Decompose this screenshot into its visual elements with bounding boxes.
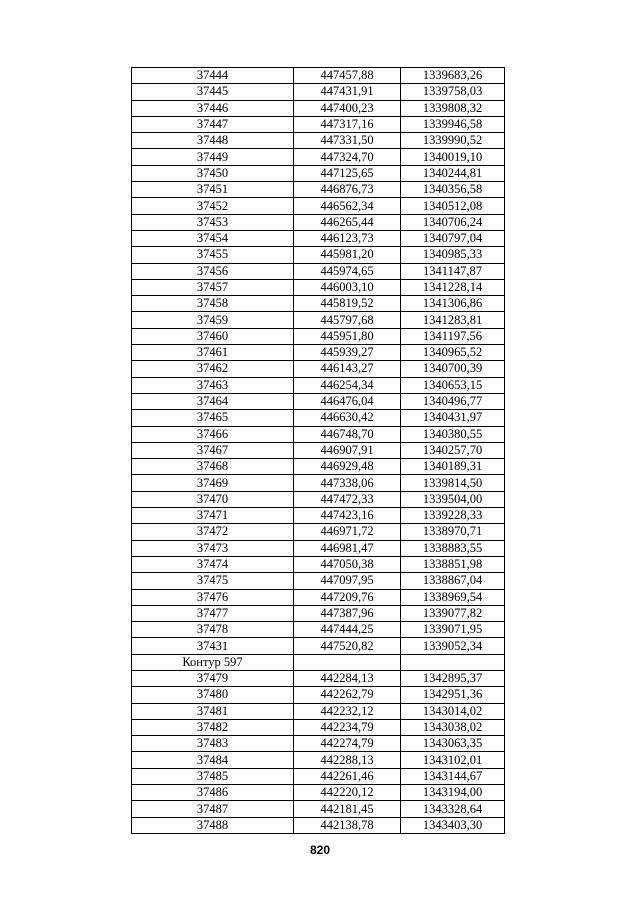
point-number-cell: 37464 [132, 393, 294, 409]
x-coordinate-cell: 447050,38 [294, 556, 401, 572]
y-coordinate-cell: 1339228,33 [401, 508, 505, 524]
point-number-cell: 37479 [132, 670, 294, 686]
table-row [132, 622, 505, 638]
table-row [132, 736, 505, 752]
y-coordinate-cell: 1340965,52 [401, 345, 505, 361]
point-number-cell: 37477 [132, 605, 294, 621]
table-row [132, 605, 505, 621]
table-row [132, 719, 505, 735]
x-coordinate-cell: 442138,78 [294, 817, 401, 833]
y-coordinate-cell: 1339990,52 [401, 133, 505, 149]
table-row [132, 100, 505, 116]
table-row [132, 68, 505, 84]
y-coordinate-cell: 1339683,26 [401, 68, 505, 84]
point-number-cell: 37470 [132, 491, 294, 507]
x-coordinate-cell: 447472,33 [294, 491, 401, 507]
point-number-cell: 37486 [132, 785, 294, 801]
y-coordinate-cell: 1340496,77 [401, 393, 505, 409]
table-row [132, 410, 505, 426]
table-row [132, 393, 505, 409]
x-coordinate-cell: 445819,52 [294, 296, 401, 312]
y-coordinate-cell: 1338883,55 [401, 540, 505, 556]
x-coordinate-cell: 442288,13 [294, 752, 401, 768]
point-number-cell: 37450 [132, 165, 294, 181]
table-row [132, 508, 505, 524]
point-number-cell: 37473 [132, 540, 294, 556]
y-coordinate-cell: 1341306,86 [401, 296, 505, 312]
x-coordinate-cell: 446929,48 [294, 459, 401, 475]
x-coordinate-cell: 442220,12 [294, 785, 401, 801]
y-coordinate-cell: 1339504,00 [401, 491, 505, 507]
table-row [132, 540, 505, 556]
table-row [132, 84, 505, 100]
y-coordinate-cell: 1339071,95 [401, 622, 505, 638]
x-coordinate-cell: 445939,27 [294, 345, 401, 361]
x-coordinate-cell: 446630,42 [294, 410, 401, 426]
table-row [132, 361, 505, 377]
point-number-cell: 37475 [132, 573, 294, 589]
x-coordinate-cell: 447331,50 [294, 133, 401, 149]
page-number: 820 [309, 843, 331, 857]
y-coordinate-cell: 1342895,37 [401, 670, 505, 686]
point-number-cell: 37484 [132, 752, 294, 768]
point-number-cell: 37444 [132, 68, 294, 84]
x-coordinate-cell: 447317,16 [294, 116, 401, 132]
y-coordinate-cell: 1340797,04 [401, 230, 505, 246]
point-number-cell: 37487 [132, 801, 294, 817]
x-coordinate-cell: 442262,79 [294, 687, 401, 703]
x-coordinate-cell: 442274,79 [294, 736, 401, 752]
y-coordinate-cell: 1340019,10 [401, 149, 505, 165]
table-row [132, 491, 505, 507]
x-coordinate-cell: 446981,47 [294, 540, 401, 556]
table-row [132, 426, 505, 442]
x-coordinate-cell: 442261,46 [294, 768, 401, 784]
point-number-cell: 37454 [132, 230, 294, 246]
y-coordinate-cell: 1343038,02 [401, 719, 505, 735]
table-row [132, 198, 505, 214]
y-coordinate-cell: 1341147,87 [401, 263, 505, 279]
table-row [132, 524, 505, 540]
x-coordinate-cell: 447097,95 [294, 573, 401, 589]
point-number-cell: 37488 [132, 817, 294, 833]
point-number-cell: 37447 [132, 116, 294, 132]
y-coordinate-cell: 1340706,24 [401, 214, 505, 230]
x-coordinate-cell: 442232,12 [294, 703, 401, 719]
x-coordinate-cell: 447444,25 [294, 622, 401, 638]
point-number-cell: 37451 [132, 182, 294, 198]
y-coordinate-cell: 1339946,58 [401, 116, 505, 132]
x-coordinate-cell: 446876,73 [294, 182, 401, 198]
x-coordinate-cell: 446971,72 [294, 524, 401, 540]
point-number-cell: 37482 [132, 719, 294, 735]
x-coordinate-cell [294, 654, 401, 670]
y-coordinate-cell: 1340380,55 [401, 426, 505, 442]
y-coordinate-cell: 1340653,15 [401, 377, 505, 393]
table-row [132, 116, 505, 132]
y-coordinate-cell: 1339814,50 [401, 475, 505, 491]
y-coordinate-cell: 1339077,82 [401, 605, 505, 621]
point-number-cell: 37476 [132, 589, 294, 605]
x-coordinate-cell: 442284,13 [294, 670, 401, 686]
y-coordinate-cell: 1338851,98 [401, 556, 505, 572]
table-row [132, 459, 505, 475]
point-number-cell: 37455 [132, 247, 294, 263]
x-coordinate-cell: 447387,96 [294, 605, 401, 621]
y-coordinate-cell: 1343194,00 [401, 785, 505, 801]
x-coordinate-cell: 447520,82 [294, 638, 401, 654]
table-row [132, 752, 505, 768]
table-row [132, 768, 505, 784]
x-coordinate-cell: 447400,23 [294, 100, 401, 116]
y-coordinate-cell: 1343328,64 [401, 801, 505, 817]
point-number-cell: 37458 [132, 296, 294, 312]
point-number-cell: 37466 [132, 426, 294, 442]
y-coordinate-cell: 1343063,35 [401, 736, 505, 752]
table-row [132, 573, 505, 589]
table-row [132, 247, 505, 263]
x-coordinate-cell: 442181,45 [294, 801, 401, 817]
y-coordinate-cell: 1342951,36 [401, 687, 505, 703]
x-coordinate-cell: 446003,10 [294, 279, 401, 295]
x-coordinate-cell: 446748,70 [294, 426, 401, 442]
table-row [132, 654, 505, 670]
y-coordinate-cell: 1340189,31 [401, 459, 505, 475]
y-coordinate-cell: 1343144,67 [401, 768, 505, 784]
point-number-cell: 37471 [132, 508, 294, 524]
y-coordinate-cell: 1340700,39 [401, 361, 505, 377]
table-row [132, 345, 505, 361]
point-number-cell: 37463 [132, 377, 294, 393]
x-coordinate-cell: 446123,73 [294, 230, 401, 246]
point-number-cell: 37461 [132, 345, 294, 361]
point-number-cell: 37456 [132, 263, 294, 279]
y-coordinate-cell: 1338970,71 [401, 524, 505, 540]
point-number-cell: 37431 [132, 638, 294, 654]
point-number-cell: 37468 [132, 459, 294, 475]
table-row [132, 785, 505, 801]
y-coordinate-cell: 1340985,33 [401, 247, 505, 263]
y-coordinate-cell: 1340431,97 [401, 410, 505, 426]
point-number-cell: 37446 [132, 100, 294, 116]
x-coordinate-cell: 445974,65 [294, 263, 401, 279]
point-number-cell: 37480 [132, 687, 294, 703]
x-coordinate-cell: 447209,76 [294, 589, 401, 605]
table-row [132, 296, 505, 312]
table-row [132, 670, 505, 686]
point-number-cell: 37460 [132, 328, 294, 344]
x-coordinate-cell: 446907,91 [294, 442, 401, 458]
y-coordinate-cell: 1341283,81 [401, 312, 505, 328]
y-coordinate-cell [401, 654, 505, 670]
table-row [132, 165, 505, 181]
point-number-cell: 37462 [132, 361, 294, 377]
table-row [132, 801, 505, 817]
point-number-cell: 37452 [132, 198, 294, 214]
x-coordinate-cell: 446562,34 [294, 198, 401, 214]
x-coordinate-cell: 447423,16 [294, 508, 401, 524]
x-coordinate-cell: 446143,27 [294, 361, 401, 377]
table-row [132, 214, 505, 230]
table-row [132, 817, 505, 833]
table-row [132, 475, 505, 491]
y-coordinate-cell: 1343403,30 [401, 817, 505, 833]
point-number-cell: 37457 [132, 279, 294, 295]
y-coordinate-cell: 1338969,54 [401, 589, 505, 605]
y-coordinate-cell: 1341197,56 [401, 328, 505, 344]
table-row [132, 377, 505, 393]
y-coordinate-cell: 1340257,70 [401, 442, 505, 458]
y-coordinate-cell: 1343014,02 [401, 703, 505, 719]
x-coordinate-cell: 446476,04 [294, 393, 401, 409]
y-coordinate-cell: 1339808,32 [401, 100, 505, 116]
x-coordinate-cell: 445981,20 [294, 247, 401, 263]
point-number-cell: 37459 [132, 312, 294, 328]
table-row [132, 263, 505, 279]
point-number-cell: 37465 [132, 410, 294, 426]
table-row [132, 133, 505, 149]
point-number-cell: 37445 [132, 84, 294, 100]
x-coordinate-cell: 445797,68 [294, 312, 401, 328]
point-number-cell: 37467 [132, 442, 294, 458]
x-coordinate-cell: 447324,70 [294, 149, 401, 165]
table-row [132, 182, 505, 198]
table-row [132, 279, 505, 295]
y-coordinate-cell: 1339758,03 [401, 84, 505, 100]
y-coordinate-cell: 1340244,81 [401, 165, 505, 181]
table-row [132, 703, 505, 719]
point-number-cell: 37448 [132, 133, 294, 149]
table-row [132, 589, 505, 605]
point-number-cell: Контур 597 [132, 654, 294, 670]
point-number-cell: 37485 [132, 768, 294, 784]
x-coordinate-cell: 447125,65 [294, 165, 401, 181]
x-coordinate-cell: 446254,34 [294, 377, 401, 393]
table-row [132, 442, 505, 458]
x-coordinate-cell: 446265,44 [294, 214, 401, 230]
table-row [132, 638, 505, 654]
y-coordinate-cell: 1338867,04 [401, 573, 505, 589]
x-coordinate-cell: 447431,91 [294, 84, 401, 100]
y-coordinate-cell: 1343102,01 [401, 752, 505, 768]
y-coordinate-cell: 1340356,58 [401, 182, 505, 198]
table-row [132, 328, 505, 344]
table-row [132, 556, 505, 572]
y-coordinate-cell: 1341228,14 [401, 279, 505, 295]
point-number-cell: 37483 [132, 736, 294, 752]
x-coordinate-cell: 445951,80 [294, 328, 401, 344]
x-coordinate-cell: 442234,79 [294, 719, 401, 735]
table-row [132, 149, 505, 165]
point-number-cell: 37472 [132, 524, 294, 540]
coordinates-table-body [132, 68, 505, 834]
x-coordinate-cell: 447338,06 [294, 475, 401, 491]
table-row [132, 312, 505, 328]
y-coordinate-cell: 1339052,34 [401, 638, 505, 654]
x-coordinate-cell: 447457,88 [294, 68, 401, 84]
coordinates-table [131, 67, 505, 834]
table-row [132, 230, 505, 246]
y-coordinate-cell: 1340512,08 [401, 198, 505, 214]
point-number-cell: 37453 [132, 214, 294, 230]
table-row [132, 687, 505, 703]
point-number-cell: 37469 [132, 475, 294, 491]
point-number-cell: 37478 [132, 622, 294, 638]
point-number-cell: 37474 [132, 556, 294, 572]
point-number-cell: 37481 [132, 703, 294, 719]
point-number-cell: 37449 [132, 149, 294, 165]
